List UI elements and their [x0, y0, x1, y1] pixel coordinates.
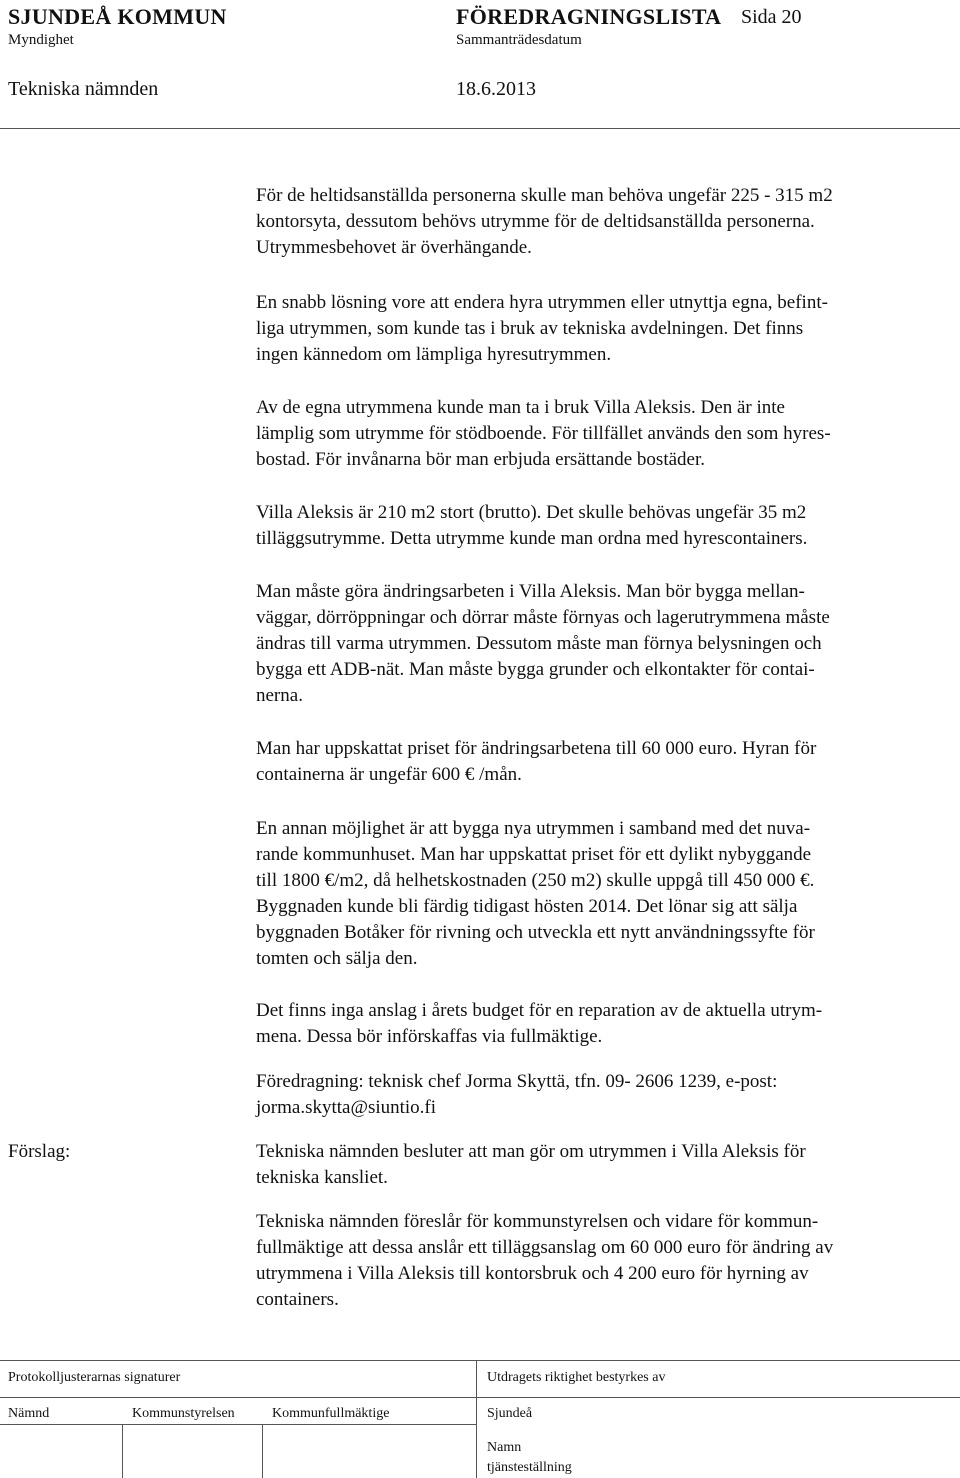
footer-col-divider-2	[262, 1424, 263, 1478]
footer-col-divider-1	[122, 1424, 123, 1478]
footer-title-label: tjänsteställning	[487, 1460, 572, 1475]
footer-col-kommunstyrelsen: Kommunstyrelsen	[132, 1406, 235, 1421]
paragraph-cost-estimate: Man har uppskattat priset för ändringsarbetena till 60 000 euro. Hyran för containerna är ungefär 600 € /mån.	[256, 738, 817, 785]
paragraph-presenter: Föredragning: teknisk chef Jorma Skyttä, tfn. 09- 2606 1239, e-post: jorma.skytta@siuntio.fi	[256, 1071, 778, 1118]
footer-divider	[476, 1360, 477, 1478]
authority-name: Tekniska nämnden	[8, 78, 159, 100]
proposal-recommendation: Tekniska nämnden föreslår för kommunstyrelsen och vidare för kommun- fullmäktige att dessa anslår ett tilläggsanslag om 60 000 euro för ändring av utrymmena i Villa Aleksis till kontorsbruk och 4 200 euro för hyrning av containers.	[256, 1211, 834, 1310]
footer-mid-rule	[0, 1397, 960, 1398]
paragraph-size: Villa Aleksis är 210 m2 stort (brutto). Det skulle behövas ungefär 35 m2 tilläggsutrymme. Detta utrymme kunde man ordna med hyrescontainers.	[256, 502, 808, 549]
paragraph-budget: Det finns inga anslag i årets budget för en reparation av de aktuella utrym- mena. Dessa bör införskaffas via fullmäktige.	[256, 1000, 823, 1047]
paragraph-villa-aleksis: Av de egna utrymmena kunde man ta i bruk Villa Aleksis. Den är inte lämplig som utrymme för stödboende. För tillfället används den som hyres- bostad. För invånarna bör man erbjuda ersättande bostäder.	[256, 397, 831, 470]
footer-col-namnd: Nämnd	[8, 1406, 50, 1421]
paragraph-quick-solution: En snabb lösning vore att endera hyra utrymmen eller utnyttja egna, befint- liga utrymmen, som kunde tas i bruk av tekniska avdelningen. Det finns ingen kännedom om lämpliga hyresutrymmen.	[256, 292, 828, 365]
footer-col-kommunfullmaktige: Kommunfullmäktige	[272, 1406, 390, 1421]
meeting-date: 18.6.2013	[456, 78, 536, 100]
authority-label: Myndighet	[8, 32, 74, 48]
paragraph-renovation: Man måste göra ändringsarbeten i Villa Aleksis. Man bör bygga mellan- väggar, dörröppningar och dörrar måste förnyas och lagerutrymmena måste ändras till varma utrymmen. Dessutom måste man förnya belysningen och bygga ett ADB-nät. Man måste bygga grunder och elkontakter för contai- nerna.	[256, 581, 830, 706]
org-name: SJUNDEÅ KOMMUN	[8, 4, 227, 29]
proposal-label: Förslag:	[8, 1141, 71, 1162]
footer-name-label: Namn	[487, 1440, 522, 1455]
date-label: Sammanträdesdatum	[456, 32, 582, 48]
header-divider	[0, 128, 960, 129]
signatures-label: Protokolljusterarnas signaturer	[8, 1370, 181, 1385]
page-number: Sida 20	[741, 6, 802, 28]
footer-sign-rule	[0, 1424, 476, 1425]
footer-top-rule	[0, 1360, 960, 1361]
document-type: FÖREDRAGNINGSLISTA	[456, 4, 722, 29]
paragraph-new-building: En annan möjlighet är att bygga nya utrymmen i samband med det nuva- rande kommunhuset. Man har uppskattat priset för ett dylikt nybyggande till 1800 €/m2, då helhetskostnaden (250 m2) skulle uppgå till 450 000 €. Byggnaden kunde bli färdig tidigast hösten 2014. Det lönar sig att sälja byggnaden Botåker för rivning och utveckla ett nytt användningssyfte för tomten och sälja den.	[256, 818, 815, 969]
certified-label: Utdragets riktighet bestyrkes av	[487, 1370, 666, 1385]
proposal-decision: Tekniska nämnden besluter att man gör om utrymmen i Villa Aleksis för tekniska kansliet.	[256, 1141, 806, 1188]
footer-place: Sjundeå	[487, 1406, 533, 1421]
paragraph-space-need: För de heltidsanställda personerna skulle man behöva ungefär 225 - 315 m2 kontorsyta, dessutom behövs utrymme för de deltidsanställda personerna. Utrymmesbehovet är överhängande.	[256, 185, 833, 258]
